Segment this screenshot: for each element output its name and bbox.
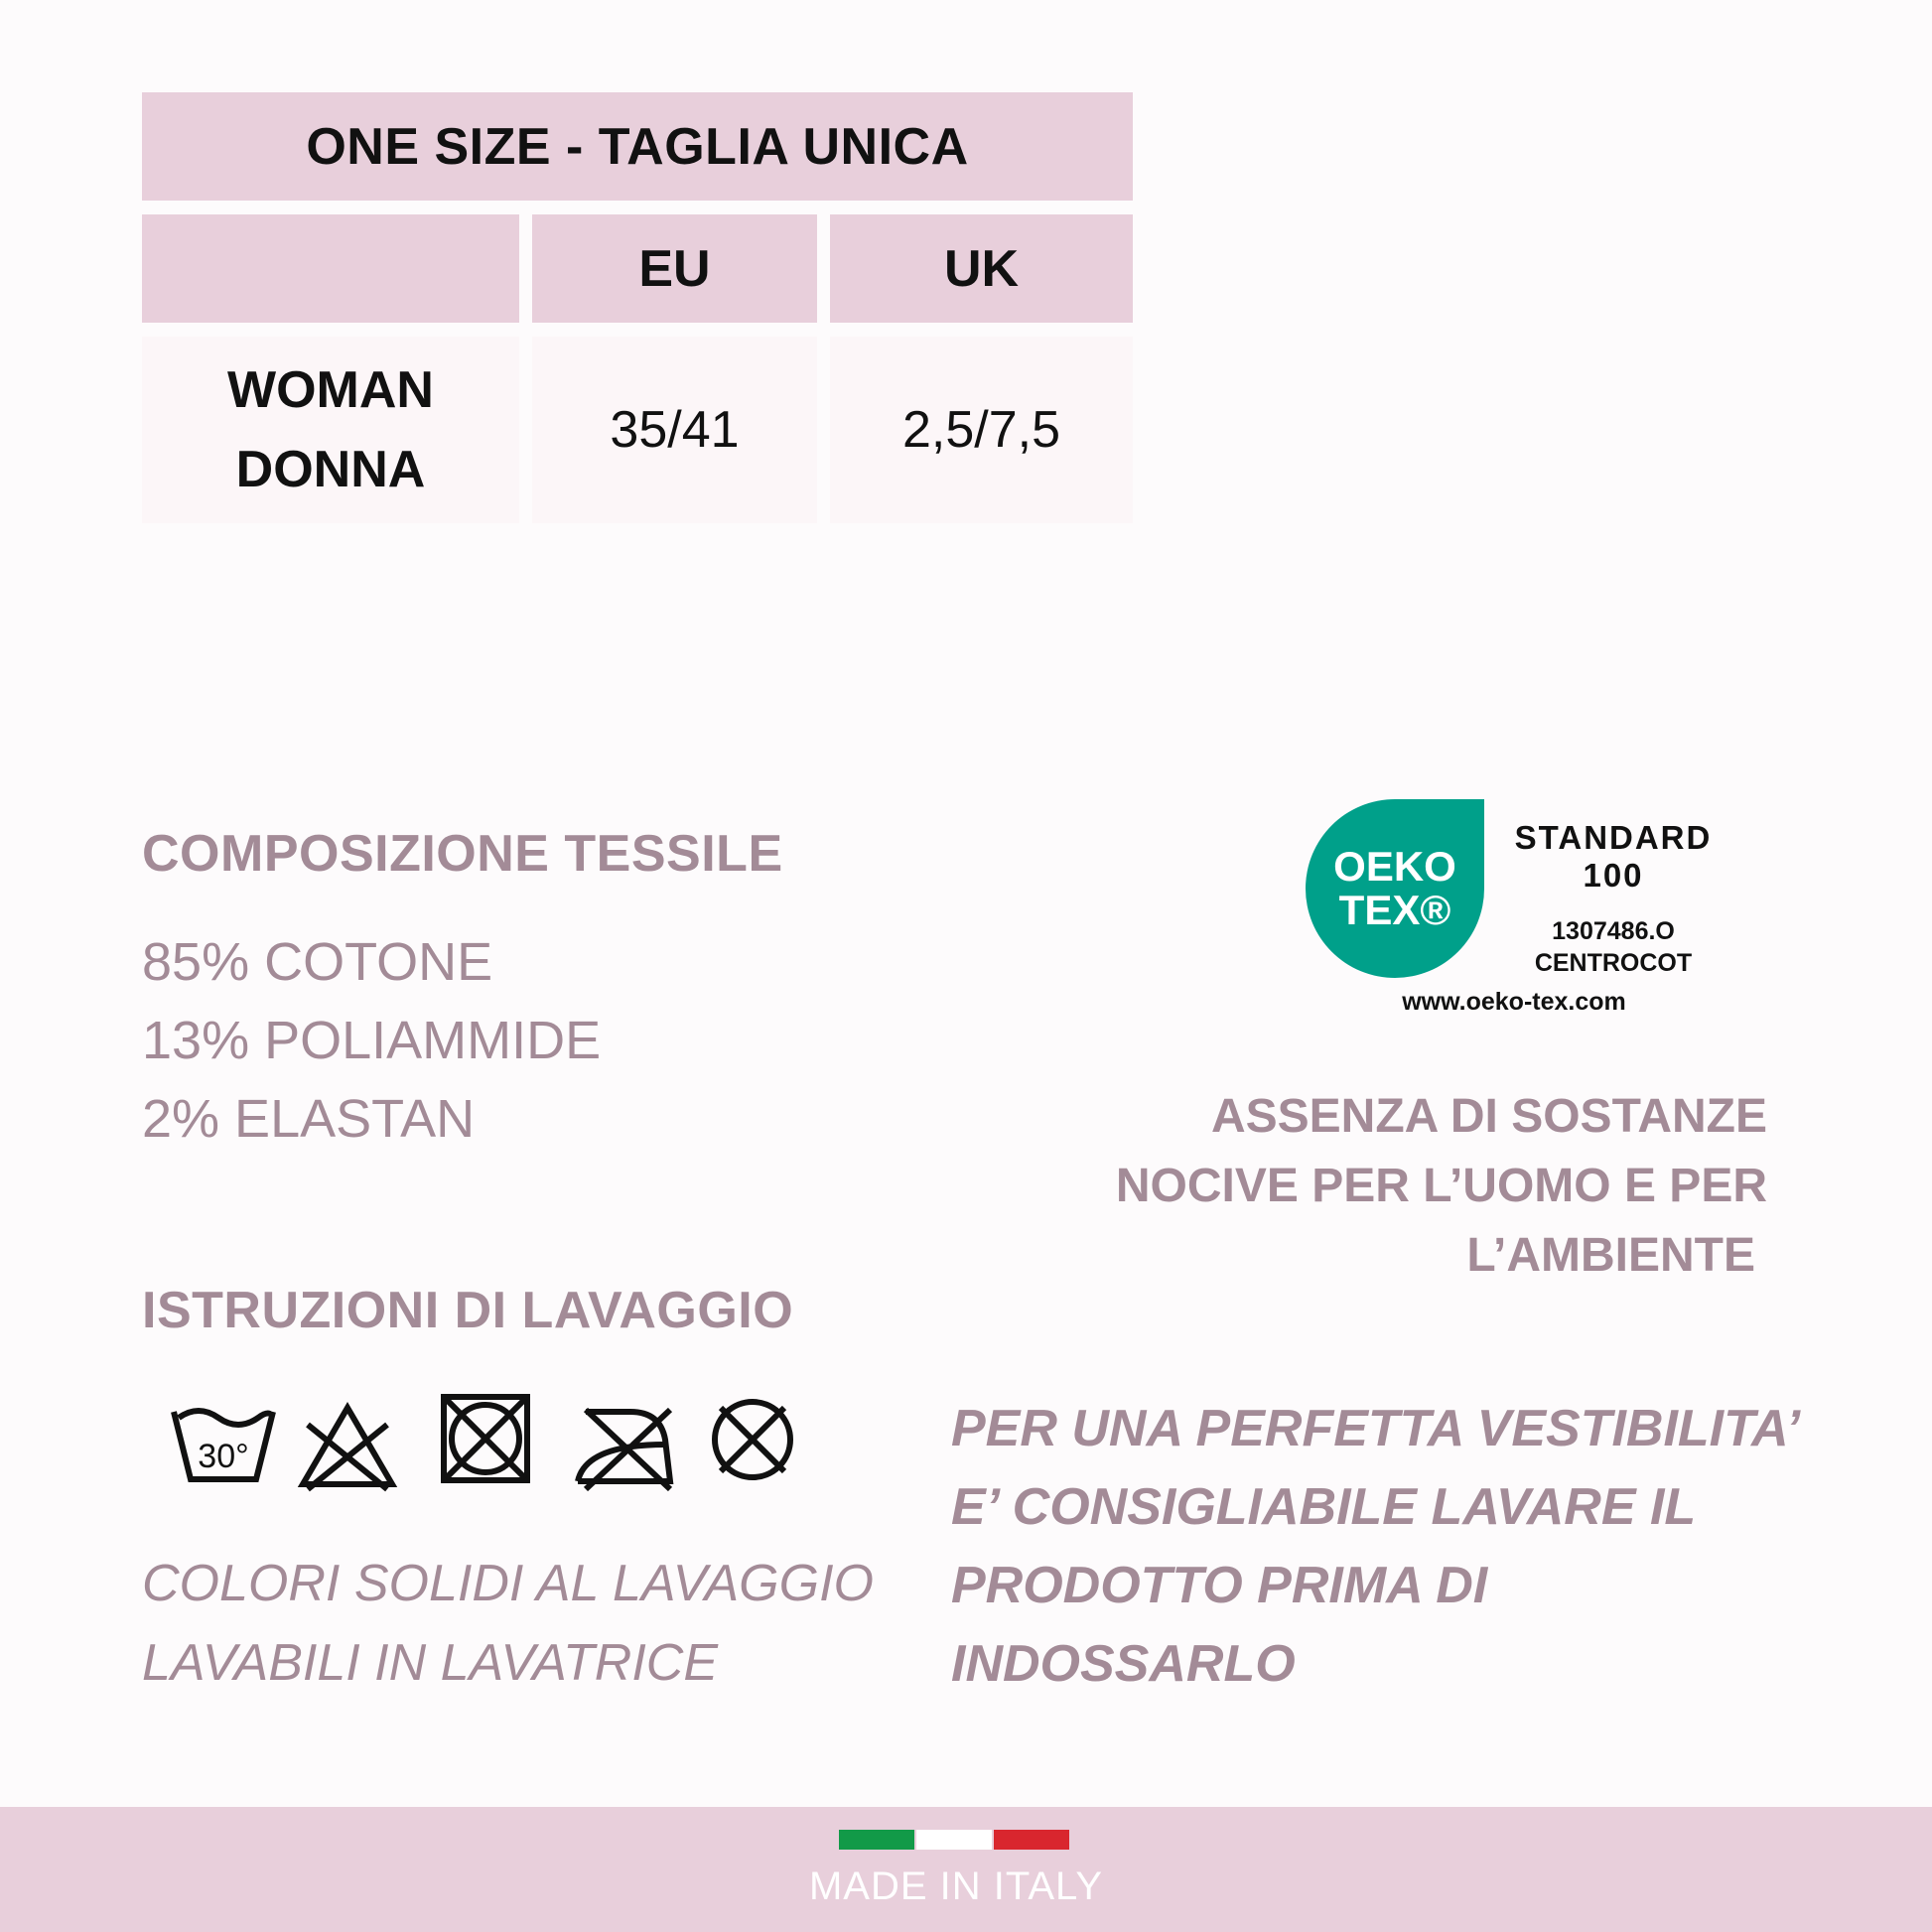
harmful-substances-note xyxy=(1092,1082,1767,1291)
made-in-italy: MADE IN ITALY xyxy=(808,1864,1103,1908)
fit-note-line: PER UNA PERFETTA VESTIBILITA’ xyxy=(951,1400,1801,1457)
size-table-row-label xyxy=(142,337,519,523)
svg-text:30°: 30° xyxy=(198,1438,249,1475)
oeko-tex-label xyxy=(1306,799,1752,1028)
size-table-corner-cell xyxy=(142,214,519,323)
no-bleach-icon xyxy=(303,1408,392,1489)
care-symbols xyxy=(169,1390,804,1499)
composition-item: 13% POLIAMMIDE xyxy=(142,1011,602,1070)
oeko-institute: CENTROCOT xyxy=(1534,949,1693,977)
oeko-standard-number: 100 xyxy=(1583,857,1644,894)
size-table-uk-value: 2,5/7,5 xyxy=(830,337,1133,523)
no-tumble-dry-icon xyxy=(444,1397,527,1480)
oeko-code: 1307486.O xyxy=(1552,917,1675,945)
fit-note-line: E’ CONSIGLIABILE LAVARE IL xyxy=(951,1478,1697,1536)
size-table-title: ONE SIZE - TAGLIA UNICA xyxy=(142,92,1133,201)
oeko-certificate xyxy=(1504,915,1723,979)
row-label-woman: WOMAN xyxy=(227,361,434,419)
fit-note-line: PRODOTTO PRIMA DI INDOSSARLO xyxy=(951,1557,1488,1693)
composition-title: COMPOSIZIONE TESSILE xyxy=(142,825,783,883)
fit-note xyxy=(951,1390,1805,1704)
care-notes xyxy=(142,1544,874,1703)
oeko-standard-label: STANDARD xyxy=(1514,819,1713,856)
harmful-note-line: ASSENZA DI SOSTANZE xyxy=(1210,1090,1767,1143)
care-note: COLORI SOLIDI AL LAVAGGIO xyxy=(142,1555,874,1612)
wash-30-icon xyxy=(174,1411,273,1479)
harmful-note-line: NOCIVE PER L’UOMO E PER xyxy=(1115,1160,1767,1212)
oeko-standard xyxy=(1504,819,1723,895)
size-table-eu-value: 35/41 xyxy=(532,337,817,523)
oeko-tex-logo xyxy=(1306,799,1484,978)
row-label-donna: DONNA xyxy=(235,441,426,498)
italy-flag-icon xyxy=(839,1830,1069,1850)
oeko-brand-line-1: OEKO xyxy=(1333,843,1456,890)
harmful-note-line: L’AMBIENTE xyxy=(1466,1229,1755,1282)
composition-item: 2% ELASTAN xyxy=(142,1089,476,1149)
size-table-col-eu: EU xyxy=(532,214,817,323)
no-dry-clean-icon xyxy=(715,1402,790,1477)
flag-stripe-red xyxy=(994,1830,1069,1850)
no-iron-icon xyxy=(578,1410,670,1489)
care-note: LAVABILI IN LAVATRICE xyxy=(142,1634,718,1692)
flag-stripe-white xyxy=(916,1830,992,1850)
size-table-col-uk: UK xyxy=(830,214,1133,323)
oeko-brand-line-2: TEX® xyxy=(1338,887,1451,933)
composition-item: 85% COTONE xyxy=(142,932,493,992)
washing-title: ISTRUZIONI DI LAVAGGIO xyxy=(142,1282,794,1339)
oeko-url: www.oeko-tex.com xyxy=(1402,988,1626,1016)
composition-list xyxy=(142,923,601,1159)
flag-stripe-green xyxy=(839,1830,914,1850)
